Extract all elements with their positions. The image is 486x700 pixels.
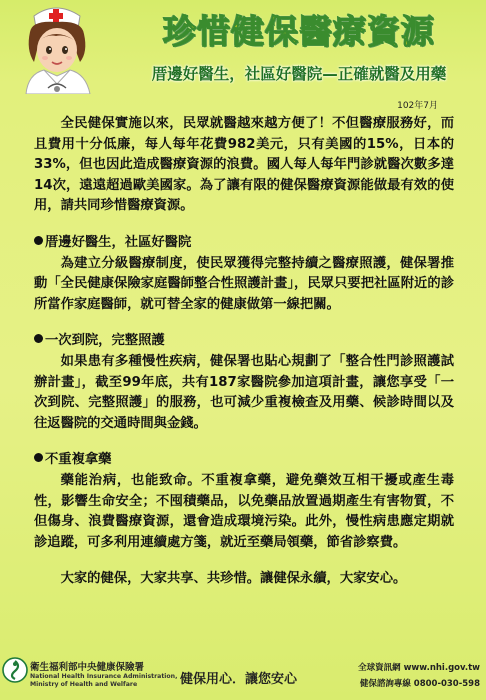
publish-date: 102年7月 <box>397 101 438 111</box>
section-paragraph: 如果患有多種慢性疾病，健保署也貼心規劃了「整合性門診照護試辦計畫」，截至99年底，共有187家醫院參加這項計畫，讓您享受「一次到院、完整照護」的服務，也可減少重複檢查及用藥、候診時間以及往返醫院的交通時間與金錢。 <box>34 353 454 431</box>
closing-paragraph: 大家的健保，大家共享、共珍惜。讓健保永續，大家安心。 <box>60 571 407 587</box>
nurse-illustration <box>4 2 108 94</box>
section-paragraph: 藥能治病，也能致命。不重複拿藥，避免藥效互相干擾或產生毒性，影響生命安全；不囤積藥品，以免藥品放置過期產生有害物質，不但傷身、浪費醫療資源，還會造成環境污染。此外，慢性病患應定期就診追蹤，可多利用連續處方箋，就近至藥局領藥，節省診察費。 <box>34 472 454 550</box>
website-link[interactable]: 全球資訊網 www.nhi.gov.tw <box>358 663 480 673</box>
section-heading <box>34 331 454 352</box>
bullet-icon <box>34 453 43 462</box>
header <box>0 0 486 96</box>
footer <box>0 654 486 700</box>
section-heading-text: 一次到院，完整照護 <box>45 333 165 349</box>
footer-slogan: 健保用心．讓您安心 <box>180 672 298 687</box>
ministry-name-en: Ministry of Health and Welfare <box>30 681 138 688</box>
section-heading-text: 厝邊好醫生，社區好醫院 <box>45 234 192 250</box>
agency-name-en: National Health Insurance Administration, <box>30 673 178 680</box>
bullet-icon <box>34 334 43 343</box>
section-heading-text: 不重複拿藥 <box>45 452 112 468</box>
nhi-logo-icon <box>2 657 28 683</box>
page-title: 珍惜健保醫療資源 <box>163 12 435 51</box>
agency-name-zh: 衛生福利部中央健康保險署 <box>30 662 145 673</box>
article-body <box>34 114 454 590</box>
intro-paragraph: 全民健保實施以來，民眾就醫越來越方便了！不但醫療服務好，而且費用十分低廉，每人每年花費982美元，只有美國的15%，日本的33%，但也因此造成醫療資源的浪費。國人每人每年門診就醫次數多達14次，遠遠超過歐美國家。為了讓有限的健保醫療資源能做最有效的使用，請共同珍惜醫療資源。 <box>34 116 454 214</box>
section-heading <box>34 233 454 254</box>
page-subtitle: 厝邊好醫生，社區好醫院—正確就醫及用藥 <box>151 65 447 83</box>
hotline-number: 健保諮詢專線 0800-030-598 <box>359 679 480 689</box>
bullet-icon <box>34 236 43 245</box>
section-paragraph: 為建立分級醫療制度，使民眾獲得完整持續之醫療照護，健保署推動「全民健康保險家庭醫師整合性照護計畫」，民眾只要把社區附近的診所當作家庭醫師，就可替全家的健康做第一線把關。 <box>34 255 454 312</box>
section-heading <box>34 450 454 471</box>
